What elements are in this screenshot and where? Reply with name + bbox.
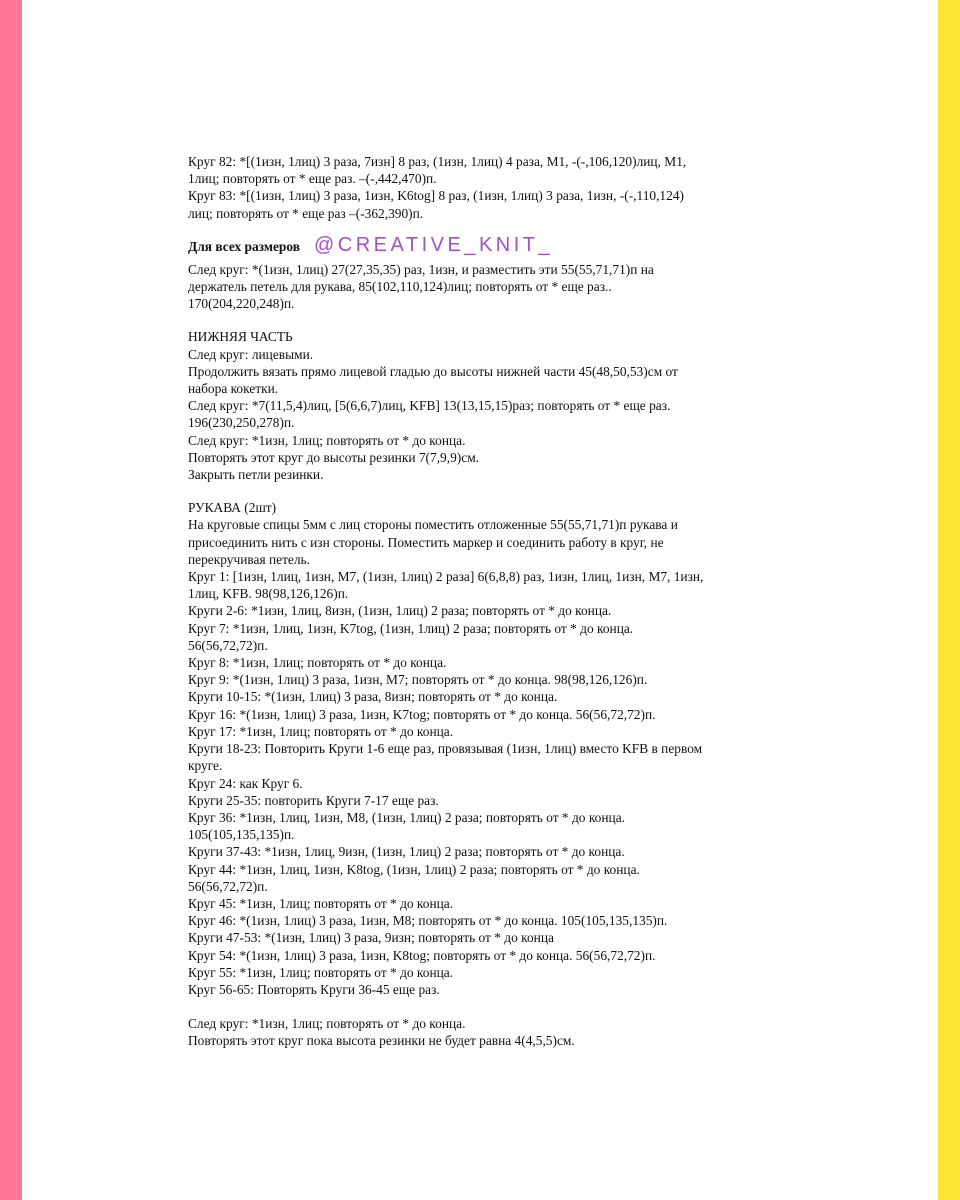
text-line: Круги 10-15: *(1изн, 1лиц) 3 раза, 8изн; повторять от * до конца. <box>188 689 558 705</box>
text-line: Круг 46: *(1изн, 1лиц) 3 раза, 1изн, М8; повторять от * до конца. 105(105,135,135)п. <box>188 913 668 929</box>
text-line: Круг 44: *1изн, 1лиц, 1изн, K8tog, (1изн, 1лиц) 2 раза; повторять от * до конца. <box>188 861 640 877</box>
text-line: Круги 25-35: повторить Круги 7-17 еще раз. <box>188 792 439 808</box>
text-line: 196(230,250,278)п. <box>188 415 295 431</box>
lower-part-section <box>188 328 788 483</box>
text-line: Закрыть петли резинки. <box>188 467 324 483</box>
text-line: Круг 17: *1изн, 1лиц; повторять от * до конца. <box>188 723 454 739</box>
text-line: присоединить нить с изн стороны. Поместить маркер и соединить работу в круг, не <box>188 534 664 550</box>
text-line: Повторять этот круг до высоты резинки 7(7,9,9)см. <box>188 449 480 465</box>
text-line: Круг 1: [1изн, 1лиц, 1изн, М7, (1изн, 1лиц) 2 раза] 6(6,8,8) раз, 1изн, 1лиц, 1изн, М7, 1изн, <box>188 569 704 585</box>
sleeves-section <box>188 499 788 998</box>
text-line: Круг 82: *[(1изн, 1лиц) 3 раза, 7изн] 8 раз, (1изн, 1лиц) 4 раза, М1, -(-,106,120)лиц, М1, <box>188 154 687 169</box>
text-line: След круг: *(1изн, 1лиц) 27(27,35,35) раз, 1изн, и разместить эти 55(55,71,71)п на <box>188 261 654 277</box>
text-line: набора кокетки. <box>188 381 279 397</box>
text-line: держатель петель для рукава, 85(102,110,124)лиц; повторять от * еще раз.. <box>188 279 612 295</box>
lower-part-heading: НИЖНЯЯ ЧАСТЬ <box>188 329 293 345</box>
text-line: лиц; повторять от * еще раз –(-362,390)п. <box>188 205 424 221</box>
text-line: Круг 55: *1изн, 1лиц; повторять от * до конца. <box>188 964 454 980</box>
text-line: круге. <box>188 758 223 774</box>
text-line: 56(56,72,72)п. <box>188 637 268 653</box>
all-sizes-heading: Для всех размеров <box>188 238 300 254</box>
text-line: Круги 37-43: *1изн, 1лиц, 9изн, (1изн, 1лиц) 2 раза; повторять от * до конца. <box>188 844 625 860</box>
text-line: След круг: лицевыми. <box>188 346 314 362</box>
text-line: Продолжить вязать прямо лицевой гладью до высоты нижней части 45(48,50,53)см от <box>188 363 678 379</box>
text-line: След круг: *1изн, 1лиц; повторять от * до конца. <box>188 432 466 448</box>
text-line: Круг 7: *1изн, 1лиц, 1изн, K7tog, (1изн, 1лиц) 2 раза; повторять от * до конца. <box>188 620 634 636</box>
text-line: 1лиц, KFB. 98(98,126,126)п. <box>188 586 349 602</box>
all-sizes-section <box>188 233 788 313</box>
text-line: Круги 18-23: Повторить Круги 1-6 еще раз, провязывая (1изн, 1лиц) вместо KFB в первом <box>188 741 703 757</box>
text-line: Круг 83: *[(1изн, 1лиц) 3 раза, 1изн, K6tog] 8 раз, (1изн, 1лиц) 3 раза, 1изн, -(-,110,124) <box>188 188 684 204</box>
watermark-handle: @CREATIVE_KNIT_ <box>313 233 554 256</box>
text-line: На круговые спицы 5мм с лиц стороны поместить отложенные 55(55,71,71)п рукава и <box>188 517 678 533</box>
text-line: перекручивая петель. <box>188 551 311 567</box>
text-line: Круги 2-6: *1изн, 1лиц, 8изн, (1изн, 1лиц) 2 раза; повторять от * до конца. <box>188 603 612 619</box>
text-line: Круг 16: *(1изн, 1лиц) 3 раза, 1изн, K7tog; повторять от * до конца. 56(56,72,72)п. <box>188 706 656 722</box>
text-line: Повторять этот круг пока высота резинки не будет равна 4(4,5,5)см. <box>188 1033 575 1049</box>
text-line: Круг 45: *1изн, 1лиц; повторять от * до конца. <box>188 895 454 911</box>
left-decorative-bar <box>0 0 22 1200</box>
pattern-document <box>188 153 788 1050</box>
text-line: Круги 47-53: *(1изн, 1лиц) 3 раза, 9изн; повторять от * до конца <box>188 930 554 946</box>
text-line: Круг 24: как Круг 6. <box>188 775 303 791</box>
rounds-82-83-section <box>188 153 788 222</box>
ending-section <box>188 1015 788 1049</box>
text-line: 170(204,220,248)п. <box>188 296 295 312</box>
text-line: 1лиц; повторять от * еще раз. –(-,442,470)п. <box>188 171 437 187</box>
text-line: 105(105,135,135)п. <box>188 827 295 843</box>
text-line: Круг 36: *1изн, 1лиц, 1изн, М8, (1изн, 1лиц) 2 раза; повторять от * до конца. <box>188 809 625 825</box>
text-line: 56(56,72,72)п. <box>188 878 268 894</box>
text-line: Круг 56-65: Повторять Круги 36-45 еще раз. <box>188 981 440 997</box>
text-line: След круг: *1изн, 1лиц; повторять от * до конца. <box>188 1016 466 1032</box>
text-line: Круг 9: *(1изн, 1лиц) 3 раза, 1изн, М7; повторять от * до конца. 98(98,126,126)п. <box>188 672 648 688</box>
right-decorative-bar <box>938 0 960 1200</box>
sleeves-heading: РУКАВА (2шт) <box>188 500 277 516</box>
text-line: След круг: *7(11,5,4)лиц, [5(6,6,7)лиц, KFB] 13(13,15,15)раз; повторять от * еще раз. <box>188 398 671 414</box>
text-line: Круг 8: *1изн, 1лиц; повторять от * до конца. <box>188 655 447 671</box>
text-line: Круг 54: *(1изн, 1лиц) 3 раза, 1изн, K8tog; повторять от * до конца. 56(56,72,72)п. <box>188 947 656 963</box>
